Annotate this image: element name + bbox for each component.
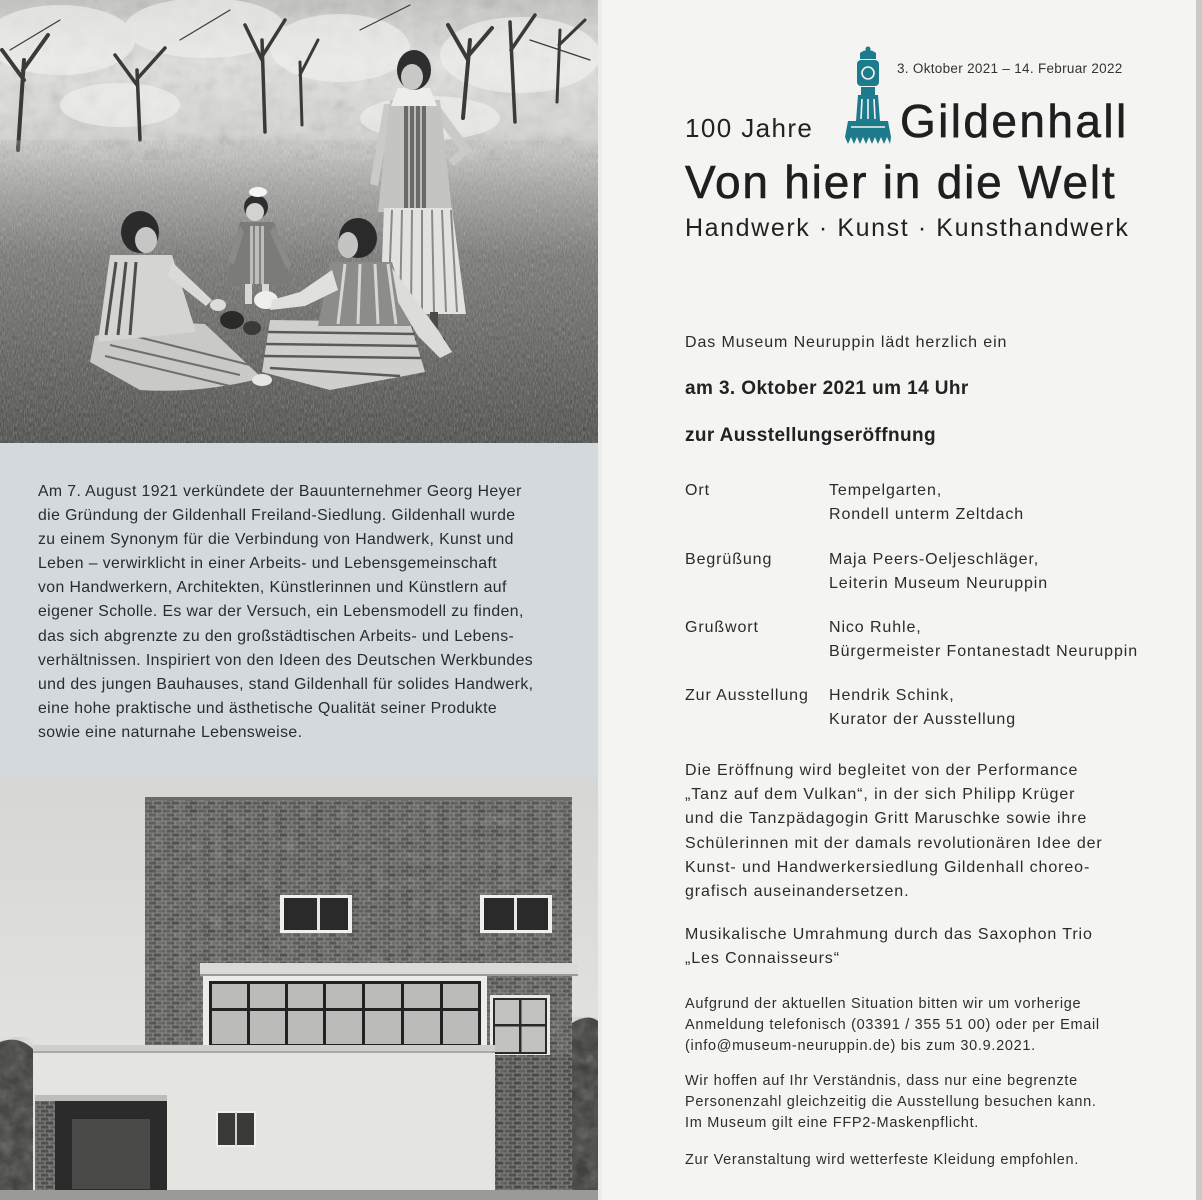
program-value-line: Maja Peers-Oeljeschläger, <box>829 551 1040 568</box>
history-line: das sich abgrenzte zu den großstädtischen Arbeits- und Lebens- <box>38 627 515 645</box>
performance-line: Kunst- und Handwerkersiedlung Gildenhall choreo- <box>685 858 1091 876</box>
note-line: Personenzahl gleichzeitig die Ausstellung besuchen kann. <box>685 1094 1097 1111</box>
history-line: und des jungen Bauhauses, stand Gildenhall für solides Handwerk, <box>38 675 534 693</box>
program-value-location <box>829 479 1024 528</box>
side-window <box>490 995 550 1057</box>
program-value-line: Kurator der Ausstellung <box>829 711 1017 729</box>
history-line: sowie eine naturnahe Lebensweise. <box>38 723 303 741</box>
history-line: von Handwerkern, Architekten, Künstlerinnen und Künstlern auf <box>38 579 507 597</box>
house-photo-graphic <box>0 777 598 1200</box>
history-line: Leben – verwirklicht in einer Arbeits- und Lebensgemeinschaft <box>38 555 498 573</box>
performance-paragraph <box>685 759 1103 904</box>
program-value-greeting <box>829 616 1138 665</box>
music-paragraph <box>685 923 1093 970</box>
note-line: Im Museum gilt eine FFP2-Maskenpflicht. <box>685 1115 980 1132</box>
meadow-photo-graphic <box>0 0 598 443</box>
performance-line: grafisch auseinandersetzen. <box>685 883 910 901</box>
program-value-line: Hendrik Schink, <box>829 687 955 704</box>
invitation-intro: Das Museum Neuruppin lädt herzlich ein <box>685 334 1008 351</box>
performance-line: und die Tanzpädagogin Gritt Maruschke sowie ihre <box>685 810 1088 828</box>
history-text-panel <box>0 443 598 777</box>
music-line: „Les Connaisseurs“ <box>685 949 840 967</box>
exhibition-tagline: Handwerk · Kunst · Kunsthandwerk <box>685 214 1130 242</box>
program-label-greeting: Grußwort <box>685 619 759 636</box>
historic-photo-meadow <box>0 0 598 443</box>
note-line: Zur Veranstaltung wird wetterfeste Kleidung empfohlen. <box>685 1152 1080 1168</box>
ground <box>0 1190 598 1200</box>
capacity-note <box>685 1071 1097 1135</box>
note-line: Anmeldung telefonisch (03391 / 355 51 00) oder per Email <box>685 1017 1100 1034</box>
exhibition-date-range: 3. Oktober 2021 – 14. Februar 2022 <box>897 61 1123 76</box>
gildenhall-tower-logo-icon <box>845 45 891 145</box>
program-value-line: Bürgermeister Fontanestadt Neuruppin <box>829 643 1138 661</box>
registration-note <box>685 994 1100 1058</box>
brick-wall-lower-right <box>495 1055 572 1190</box>
performance-line: Die Eröffnung wird begleitet von der Performance <box>685 762 1079 779</box>
program-label-exhibition: Zur Ausstellung <box>685 687 809 704</box>
program-value-exhibition <box>829 684 1016 733</box>
clothing-note <box>685 1150 1079 1171</box>
performance-line: Schülerinnen mit der damals revolutionären Idee der <box>685 834 1103 852</box>
music-line: Musikalische Umrahmung durch das Saxophon Trio <box>685 926 1093 943</box>
exhibition-subtitle: Von hier in die Welt <box>685 156 1117 208</box>
note-line: Wir hoffen auf Ihr Verständnis, dass nur eine begrenzte <box>685 1073 1078 1089</box>
left-panel <box>0 0 598 1200</box>
upper-window-left <box>280 895 352 933</box>
right-panel <box>602 0 1196 1200</box>
title-gildenhall: Gildenhall <box>900 95 1129 147</box>
program-label-welcome: Begrüßung <box>685 551 773 568</box>
upper-window-right <box>480 895 552 933</box>
program-value-line: Leiterin Museum Neuruppin <box>829 575 1049 593</box>
history-line: Am 7. August 1921 verkündete der Bauunternehmer Georg Heyer <box>38 483 522 500</box>
history-line: eigener Scholle. Es war der Versuch, ein Lebensmodell zu finden, <box>38 603 524 621</box>
opening-occasion: zur Ausstellungseröffnung <box>685 425 937 446</box>
note-line: (info@museum-neuruppin.de) bis zum 30.9.2021. <box>685 1038 1036 1055</box>
anniversary-prefix: 100 Jahre <box>685 113 814 143</box>
history-line: zu einem Synonym für die Verbindung von Handwerk, Kunst und <box>38 531 514 549</box>
ribbon-window <box>203 976 487 1050</box>
program-value-welcome <box>829 548 1048 597</box>
opening-date-time: am 3. Oktober 2021 um 14 Uhr <box>685 378 969 399</box>
window-ledge <box>200 963 578 976</box>
program-value-line: Tempelgarten, <box>829 482 943 499</box>
program-value-line: Rondell unterm Zeltdach <box>829 506 1025 524</box>
history-line: verhältnissen. Inspiriert von den Ideen des Deutschen Werkbundes <box>38 651 534 669</box>
program-label-location: Ort <box>685 482 710 499</box>
performance-line: „Tanz auf dem Vulkan“, in der sich Philipp Krüger <box>685 786 1076 804</box>
history-line: die Gründung der Gildenhall Freiland-Siedlung. Gildenhall wurde <box>38 507 516 525</box>
small-window <box>217 1112 255 1146</box>
program-value-line: Nico Ruhle, <box>829 619 922 636</box>
history-line: eine hohe praktische und ästhetische Qualität seiner Produkte <box>38 699 498 717</box>
entrance-opening <box>35 1095 167 1200</box>
note-line: Aufgrund der aktuellen Situation bitten wir um vorherige <box>685 996 1082 1012</box>
architecture-photo-house <box>0 777 598 1200</box>
